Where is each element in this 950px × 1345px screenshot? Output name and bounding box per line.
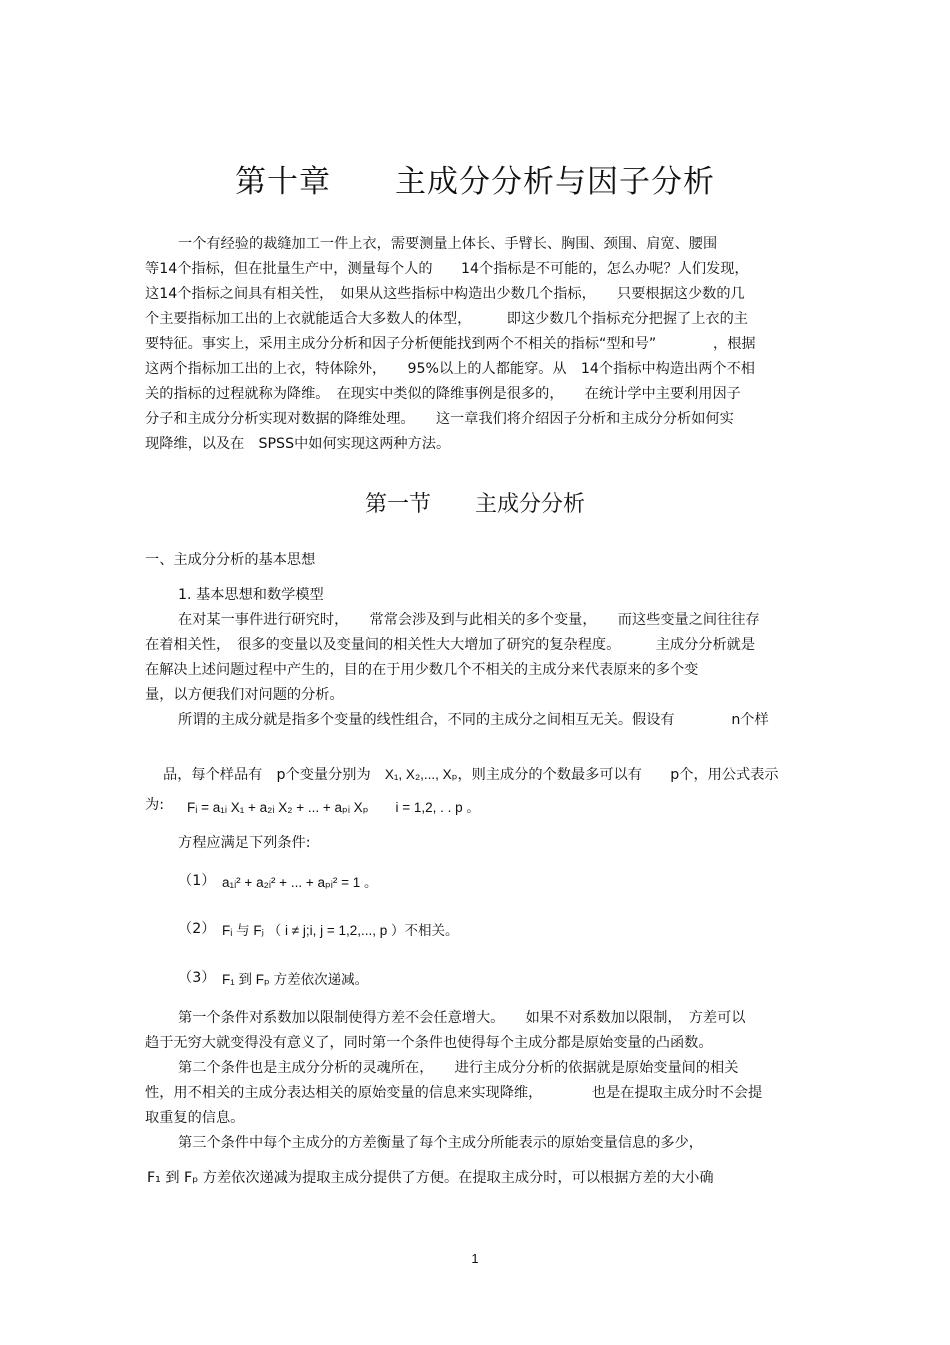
chapter-title: 第十章 主成分分析与因子分析 <box>235 164 715 200</box>
intro-line: 关的指标的过程就称为降维。 在现实中类似的降维事例是很多的， 在统计学中主要利用因子 <box>145 386 741 402</box>
intro-line: 分子和主成分分析实现对数据的降维处理。 这一章我们将介绍因子分析和主成分分析如何实 <box>145 411 734 427</box>
intro-line: 现降维，以及在 SPSS中如何实现这两种方法。 <box>145 436 451 452</box>
paragraph-line: 趋于无穷大就变得没有意义了，同时第一个条件也使得每个主成分都是原始变量的凸函数。 <box>145 1035 713 1051</box>
paragraph-line: 第二个条件也是主成分分析的灵魂所在， 进行主成分分析的依据就是原始变量间的相关 <box>178 1060 739 1076</box>
intro-line: 等14个指标，但在批量生产中，测量每个人的 14个指标是不可能的，怎么办呢？人们发现， <box>145 261 749 277</box>
paragraph-line: 性，用不相关的主成分表达相关的原始变量的信息来实现降维， 也是在提取主成分时不会提 <box>145 1085 763 1101</box>
condition-label: （2） <box>178 921 216 937</box>
intro-line: 一个有经验的裁缝加工一件上衣，需要测量上体长、手臂长、胸围、颈围、肩宽、腰围 <box>178 236 718 252</box>
heading-level-1: 一、主成分分析的基本思想 <box>145 552 316 568</box>
text-segment: 品，每个样品有 p个变量分别为 <box>163 767 385 783</box>
intro-line: 要特征。事实上，采用主成分分析和因子分析便能找到两个不相关的指标“型和号” ，根据 <box>145 336 756 352</box>
paragraph-line-with-variables <box>145 745 779 805</box>
principal-component-formula: Fᵢ = a₁ᵢ X₁ + a₂ᵢ X₂ + ... + aₚᵢ Xₚ i = 1,2, . . p 。 <box>187 800 480 815</box>
section-title: 第一节 主成分分析 <box>364 492 585 517</box>
paragraph-line: 第一个条件对系数加以限制使得方差不会任意增大。 如果不对系数加以限制， 方差可以 <box>178 1010 746 1026</box>
paragraph-line: 第三个条件中每个主成分的方差衡量了每个主成分所能表示的原始变量信息的多少， <box>178 1135 703 1151</box>
paragraph-line: 所谓的主成分就是指多个变量的线性组合，不同的主成分之间相互无关。假设有 n个样 <box>178 712 769 728</box>
condition-formula: a₁ᵢ² + a₂ᵢ² + ... + aₚᵢ² = 1 。 <box>222 875 378 890</box>
intro-line: 这两个指标加工出的上衣，特体除外， 95%以上的人都能穿。从 14个指标中构造出两个不相 <box>145 361 755 377</box>
condition-label: （1） <box>178 873 216 889</box>
conditions-intro: 方程应满足下列条件: <box>178 835 311 851</box>
subheading: 1. 基本思想和数学模型 <box>178 587 324 603</box>
paragraph-line: 取重复的信息。 <box>145 1110 245 1126</box>
variable-list: X₁, X₂,..., Xₚ <box>384 767 458 782</box>
condition-label: （3） <box>178 970 216 986</box>
paragraph-line: 在着相关性， 很多的变量以及变量间的相关性大大增加了研究的复杂程度。 主成分分析就是 <box>145 637 756 653</box>
paragraph-line: 量，以方便我们对问题的分析。 <box>145 687 344 703</box>
intro-line: 这14个指标之间具有相关性， 如果从这些指标中构造出少数几个指标， 只要根据这少数的几 <box>145 286 745 302</box>
formula-intro: 为: <box>145 797 164 813</box>
paragraph-line: 在解决上述问题过程中产生的，目的在于用少数几个不相关的主成分来代表原来的多个变 <box>145 662 699 678</box>
intro-line: 个主要指标加工出的上衣就能适合大多数人的体型， 即这少数几个指标充分把握了上衣的主 <box>145 311 748 327</box>
condition-formula: Fᵢ 与 Fⱼ （ i ≠ j;i, j = 1,2,..., p ）不相关。 <box>222 923 459 938</box>
paragraph-line: 在对某一事件进行研究时， 常常会涉及到与此相关的多个变量， 而这些变量之间往往存 <box>178 612 760 628</box>
page-number: 1 <box>471 1251 479 1266</box>
text-segment: ，则主成分的个数最多可以有 p个，用公式表示 <box>457 767 779 783</box>
condition-formula: F₁ 到 Fₚ 方差依次递减。 <box>222 972 369 987</box>
paragraph-line: F₁ 到 Fₚ 方差依次递减为提取主成分提供了方便。在提取主成分时，可以根据方差的大小确 <box>147 1170 714 1186</box>
